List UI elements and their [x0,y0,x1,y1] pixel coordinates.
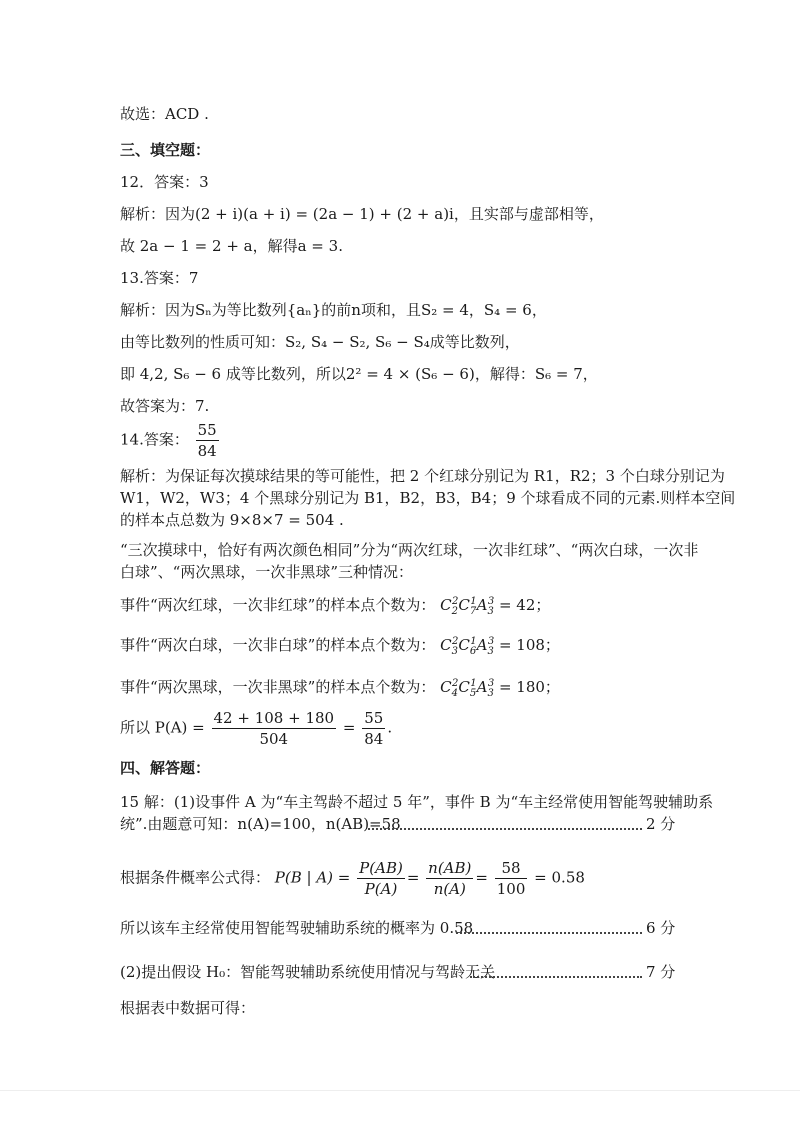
event-2-formula: $C_3^2C_6^1A_3^3$ [440,636,495,657]
formula-lhs: P(B | A) = [274,868,351,887]
q13-analysis-4: 故答案为：7. [120,397,210,415]
event-3-formula: $C_4^2C_5^1A_3^3$ [440,678,495,699]
q14-answer-numerator: 55 [197,421,217,439]
q15-line-4: (2)提出假设 H₀：智能驾驶辅助系统使用情况与驾龄无关 [120,963,496,981]
q13-analysis-2: 由等比数列的性质可知：S₂, S₄ − S₂, S₆ − S₄成等比数列， [120,333,520,351]
formula-frac-1-num: P(AB) [359,859,403,877]
final-fraction [212,708,337,749]
final-equals: = [342,718,356,737]
q15-dots-3 [470,976,642,978]
section4-title: 四、解答题： [120,759,211,777]
event-1-text: 事件“两次红球，一次非红球”的样本点个数为： [120,596,436,614]
formula-frac-2-den: n(A) [426,878,473,899]
event-3-result: = 180； [498,678,560,696]
q15-line-2: 统”.由题意可知：n(A)=100，n(AB)=58 [120,815,401,833]
final-result-fraction [362,708,385,749]
q15-line-1: 15 解：(1)设事件 A 为“车主驾龄不超过 5 年”，事件 B 为“车主经常使用智能驾驶辅助系 [120,793,714,811]
q15-score-2: 6 分 [646,919,676,937]
event-1-formula: $C_2^2C_7^1A_3^3$ [440,596,495,617]
formula-result: = 0.58 [534,868,585,887]
event-1-result: = 42； [498,596,551,614]
formula-frac-2-num: n(AB) [428,859,472,877]
q15-formula: 根据条件概率公式得： P(B | A) = $\frac{P(AB)}{P(A)}$ = $\frac{n(AB)}{n(A)}$ = $\frac{58}{100}$ = 0.58 [120,859,585,898]
q14-analysis-1: 解析：为保证每次摸球结果的等可能性，把 2 个红球分别记为 R1，R2；3 个白球分别记为 [120,467,725,485]
q15-score-1: 2 分 [646,815,676,833]
formula-frac-2 [426,858,473,899]
q12-answer: 12．答案：3 [120,173,209,191]
q15-dots-1 [368,828,642,830]
page-bottom-divider [0,1090,800,1091]
q14-answer-label: 14.答案： [120,430,189,449]
formula-frac-1 [357,858,405,899]
q14-answer-denominator: 84 [197,442,217,460]
event-3-text: 事件“两次黑球，一次非黑球”的样本点个数为： [120,678,436,696]
q14-event-2 [120,632,560,662]
q15-line-3: 所以该车主经常使用智能驾驶辅助系统的概率为 0.58 [120,919,474,937]
q15-dots-2 [456,932,642,934]
q13-analysis-1: 解析：因为Sₙ为等比数列{aₙ}的前n项和，且S₂ = 4，S₄ = 6， [120,301,547,319]
final-numerator: 42 + 108 + 180 [213,709,335,727]
q12-analysis-1: 解析：因为(2 + i)(a + i) = (2a − 1) + (2 + a)i，且实部与虚部相等， [120,205,604,223]
final-denominator: 504 [212,728,337,749]
section3-title: 三、填空题： [120,141,211,159]
answer-choice: 故选：ACD . [120,105,209,123]
q13-answer: 13.答案：7 [120,269,199,287]
event-2-result: = 108； [498,636,560,654]
formula-frac-3 [495,858,528,899]
q15-score-3: 7 分 [646,963,676,981]
final-prefix: 所以 P(A) = [120,718,205,737]
event-2-text: 事件“两次白球，一次非白球”的样本点个数为： [120,636,436,654]
q14-analysis-4: “三次摸球中，恰好有两次颜色相同”分为“两次红球，一次非红球”、“两次白球，一次非 [120,541,699,559]
q13-analysis-3: 即 4,2, S₆ − 6 成等比数列，所以2² = 4 × (S₆ − 6)，解得：S₆ = 7， [120,365,598,383]
q14-event-3 [120,674,560,704]
final-result-denominator: 84 [364,730,384,748]
q14-analysis-3: 的样本点总数为 9×8×7 = 504 . [120,511,344,529]
q12-analysis-2: 故 2a − 1 = 2 + a，解得a = 3. [120,237,343,255]
q14-analysis-2: W1，W2，W3；4 个黑球分别记为 B1，B2，B3，B4；9 个球看成不同的元素.则样本空间 [120,489,736,507]
formula-frac-3-num: 58 [501,859,521,877]
formula-frac-1-den: P(A) [357,878,405,899]
formula-frac-3-den: 100 [496,880,526,898]
q15-line-5: 根据表中数据可得： [120,999,256,1017]
q14-answer-fraction [196,420,219,461]
q14-answer [120,420,221,461]
formula-label: 根据条件概率公式得： [120,868,271,887]
q14-analysis-5: 白球”、“两次黑球，一次非黑球”三种情况： [120,563,414,581]
q14-final: 所以 P(A) = $\frac{42 + 108 + 180}{504}$ = $\frac{55}{84}$ . [120,709,393,748]
final-result-numerator: 55 [364,709,384,727]
q14-event-1 [120,592,550,622]
